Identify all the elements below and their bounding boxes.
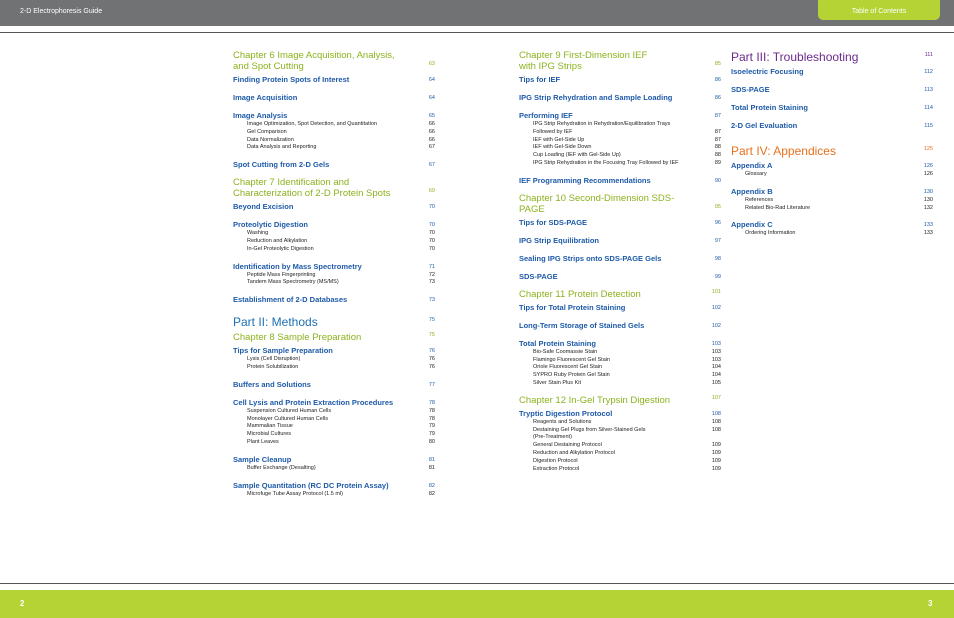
page-number: 108 bbox=[711, 426, 721, 433]
page-number: 64 bbox=[428, 95, 435, 101]
subsection-entry[interactable] bbox=[519, 427, 721, 435]
page-number: 79 bbox=[428, 423, 435, 430]
section-entry[interactable] bbox=[519, 236, 721, 246]
page-number: 70 bbox=[428, 237, 435, 244]
subsection-entry[interactable] bbox=[233, 279, 435, 287]
subsection-title: Tandem Mass Spectrometry (MS/MS) bbox=[247, 279, 339, 286]
page-number: 130 bbox=[923, 188, 933, 195]
page-number: 76 bbox=[428, 356, 435, 363]
page-number: 73 bbox=[428, 279, 435, 286]
page-number: 126 bbox=[923, 163, 933, 169]
subsection-title: Followed by IEF bbox=[533, 128, 573, 135]
page-number: 64 bbox=[428, 77, 435, 83]
subsection-title: Microbial Cultures bbox=[247, 431, 292, 438]
section-entry[interactable] bbox=[519, 321, 721, 331]
section-title: IPG Strip Rehydration and Sample Loading bbox=[519, 93, 673, 102]
subsection-entry[interactable] bbox=[519, 152, 721, 160]
chapter-title-line: Chapter 11 Protein Detection bbox=[519, 288, 641, 300]
section-entry[interactable] bbox=[233, 346, 435, 356]
section-title: IPG Strip Equilibration bbox=[519, 235, 600, 245]
part-heading[interactable] bbox=[731, 144, 933, 158]
toc-column-3 bbox=[731, 50, 933, 238]
section-entry[interactable] bbox=[519, 339, 721, 349]
subsection-title: IEF with Gel-Side Down bbox=[533, 144, 592, 151]
chapter-entry[interactable] bbox=[519, 289, 721, 300]
page-number: 69 bbox=[428, 188, 435, 195]
subsection-title: Lysis (Cell Disruption) bbox=[247, 356, 301, 363]
chapter-entry[interactable] bbox=[519, 50, 721, 72]
subsection-title: Oriole Fluorescent Gel Stain bbox=[533, 364, 603, 371]
section-entry[interactable] bbox=[731, 187, 933, 197]
section-entry[interactable] bbox=[519, 254, 721, 264]
page-number: 72 bbox=[428, 271, 435, 278]
spacer bbox=[233, 254, 435, 259]
page-number: 67 bbox=[428, 144, 435, 151]
page-number: 99 bbox=[714, 273, 721, 280]
page-number: 76 bbox=[428, 348, 435, 355]
subsection-entry[interactable] bbox=[519, 160, 721, 168]
section-title: Isoelectric Focusing bbox=[731, 67, 804, 76]
subsection-entry[interactable] bbox=[233, 246, 435, 254]
section-entry[interactable] bbox=[519, 93, 721, 103]
toc-column-2 bbox=[519, 50, 721, 473]
footer-bar bbox=[0, 590, 954, 618]
subsection-title: Mammalian Tissue bbox=[247, 423, 293, 430]
subsection-title: Digestion Protocol bbox=[533, 457, 578, 464]
subsection-entry[interactable] bbox=[731, 205, 933, 213]
subsection-title: Data Analysis and Reporting bbox=[247, 144, 317, 151]
page-number: 113 bbox=[924, 87, 933, 93]
page-number: 77 bbox=[428, 381, 435, 388]
section-title: Image Analysis bbox=[233, 111, 288, 120]
section-entry[interactable] bbox=[233, 111, 435, 121]
page-number: 80 bbox=[428, 438, 435, 445]
subsection-title: Image Optimization, Spot Detection, and Quantitation bbox=[247, 121, 377, 127]
subsection-entry[interactable] bbox=[233, 423, 435, 431]
subsection-entry[interactable] bbox=[519, 442, 721, 450]
subsection-title: Flamingo Fluorescent Gel Stain bbox=[533, 356, 611, 363]
section-title: Performing IEF bbox=[519, 111, 573, 120]
section-entry[interactable] bbox=[233, 262, 435, 272]
subsection-entry[interactable] bbox=[233, 121, 435, 129]
section-entry[interactable] bbox=[233, 455, 435, 465]
spacer bbox=[233, 390, 435, 395]
subsection-entry[interactable] bbox=[233, 439, 435, 447]
section-title: Sealing IPG Strips onto SDS-PAGE Gels bbox=[519, 253, 662, 263]
subsection-entry[interactable] bbox=[519, 364, 721, 372]
page-number: 89 bbox=[714, 159, 721, 166]
page-number: 82 bbox=[428, 490, 435, 497]
subsection-entry[interactable] bbox=[233, 238, 435, 246]
page-number: 86 bbox=[714, 77, 721, 83]
chapter-title-line: with IPG Strips bbox=[519, 61, 582, 72]
subsection-title: Extraction Protocol bbox=[533, 465, 580, 472]
spacer bbox=[519, 264, 721, 269]
page-number: 88 bbox=[714, 152, 721, 159]
subsection-title: Suspension Cultured Human Cells bbox=[247, 407, 332, 414]
page-number: 81 bbox=[428, 464, 435, 471]
section-title: Buffers and Solutions bbox=[233, 379, 311, 389]
page-number: 82 bbox=[428, 482, 435, 489]
part-title: Part III: Troubleshooting bbox=[731, 50, 859, 64]
section-entry[interactable] bbox=[233, 75, 435, 85]
page-number: 125 bbox=[923, 146, 933, 152]
guide-title: 2-D Electrophoresis Guide bbox=[20, 8, 103, 15]
section-title: Total Protein Staining bbox=[519, 338, 596, 348]
spacer bbox=[519, 85, 721, 90]
section-entry[interactable] bbox=[233, 295, 435, 305]
section-entry[interactable] bbox=[519, 303, 721, 313]
subsection-title: Monolayer Cultured Human Cells bbox=[247, 415, 329, 422]
page-number: 95 bbox=[714, 203, 721, 210]
subsection-entry[interactable] bbox=[233, 408, 435, 416]
page-number: 66 bbox=[428, 121, 435, 127]
subsection-entry[interactable] bbox=[519, 121, 721, 129]
subsection-entry[interactable] bbox=[233, 137, 435, 145]
part-heading[interactable] bbox=[233, 315, 435, 329]
subsection-title: (Pre-Treatment) bbox=[533, 434, 572, 441]
subsection-title: Reduction and Alkylation bbox=[247, 237, 308, 244]
subsection-title: General Destaining Protocol bbox=[533, 442, 602, 449]
page-number: 67 bbox=[428, 162, 435, 169]
subsection-entry[interactable] bbox=[233, 356, 435, 364]
header-rule bbox=[0, 32, 954, 33]
chapter-title-line: Chapter 8 Sample Preparation bbox=[233, 332, 362, 344]
chapter-entry[interactable] bbox=[519, 193, 721, 215]
page-number: 103 bbox=[711, 340, 721, 347]
spacer bbox=[233, 152, 435, 157]
chapter-title-line: Characterization of 2-D Protein Spots bbox=[233, 188, 391, 200]
page-number: 75 bbox=[428, 332, 435, 339]
subsection-title: IEF with Gel-Side Up bbox=[533, 136, 585, 143]
spacer bbox=[519, 228, 721, 233]
page-number: 98 bbox=[714, 255, 721, 262]
part-title: Part II: Methods bbox=[233, 315, 318, 330]
section-title: IEF Programming Recommendations bbox=[519, 175, 651, 185]
page-number: 102 bbox=[711, 304, 721, 311]
page-number: 130 bbox=[923, 196, 933, 203]
subsection-entry[interactable] bbox=[233, 129, 435, 137]
section-entry[interactable] bbox=[731, 67, 933, 77]
subsection-title: Reduction and Alkylation Protocol bbox=[533, 449, 615, 456]
section-title: Appendix C bbox=[731, 220, 773, 230]
subsection-title: Ordering Information bbox=[745, 230, 796, 237]
section-title: Beyond Excision bbox=[233, 202, 294, 212]
page-number: 105 bbox=[711, 379, 721, 386]
subsection-entry[interactable] bbox=[519, 458, 721, 466]
subsection-entry[interactable] bbox=[519, 357, 721, 365]
section-title: Tips for IEF bbox=[519, 75, 561, 84]
section-entry[interactable] bbox=[233, 220, 435, 230]
spacer bbox=[233, 372, 435, 377]
subsection-title: References bbox=[745, 196, 774, 203]
spacer bbox=[233, 212, 435, 217]
section-entry[interactable] bbox=[731, 121, 933, 131]
subsection-entry[interactable] bbox=[519, 450, 721, 458]
page-number: 71 bbox=[428, 263, 435, 270]
chapter-entry[interactable] bbox=[233, 50, 435, 72]
section-entry[interactable] bbox=[731, 103, 933, 113]
spacer bbox=[233, 447, 435, 452]
section-title: 2-D Gel Evaluation bbox=[731, 121, 798, 130]
subsection-title: Gel Comparison bbox=[247, 128, 287, 135]
footer-rule bbox=[0, 583, 954, 584]
toc-column-1 bbox=[233, 50, 435, 498]
page-number: 111 bbox=[924, 52, 933, 58]
page-number: 101 bbox=[711, 288, 721, 295]
section-entry[interactable] bbox=[519, 272, 721, 282]
page-number: 73 bbox=[428, 297, 435, 304]
page-number: 90 bbox=[714, 177, 721, 184]
section-title: Identification by Mass Spectrometry bbox=[233, 261, 362, 271]
spacer bbox=[731, 212, 933, 217]
subsection-entry[interactable] bbox=[519, 434, 721, 442]
page-number: 133 bbox=[923, 222, 933, 229]
page-number: 109 bbox=[711, 449, 721, 456]
subsection-title: Microfuge Tube Assay Protocol (1.5 ml) bbox=[247, 490, 343, 497]
subsection-entry[interactable] bbox=[731, 197, 933, 205]
part-title: Part IV: Appendices bbox=[731, 144, 836, 158]
page-number: 104 bbox=[711, 364, 721, 371]
spacer bbox=[731, 113, 933, 118]
section-title: Tips for Sample Preparation bbox=[233, 346, 333, 356]
spacer bbox=[233, 473, 435, 478]
subsection-entry[interactable] bbox=[731, 230, 933, 238]
chapter-entry[interactable] bbox=[233, 332, 435, 343]
toc-tab[interactable]: Table of Contents bbox=[818, 0, 940, 20]
page-number: 86 bbox=[714, 95, 721, 101]
page-number: 102 bbox=[711, 322, 721, 329]
spacer bbox=[233, 103, 435, 108]
section-title: Image Acquisition bbox=[233, 93, 298, 102]
spacer bbox=[731, 179, 933, 184]
section-entry[interactable] bbox=[233, 481, 435, 491]
section-entry[interactable] bbox=[731, 220, 933, 230]
page-number: 70 bbox=[428, 204, 435, 211]
subsection-title: Silver Stain Plus Kit bbox=[533, 379, 581, 386]
spacer bbox=[519, 246, 721, 251]
section-entry[interactable] bbox=[731, 85, 933, 95]
chapter-entry[interactable] bbox=[519, 395, 721, 406]
page-number: 87 bbox=[714, 128, 721, 135]
page-number: 70 bbox=[428, 222, 435, 229]
page-number: 70 bbox=[428, 245, 435, 252]
page-number: 81 bbox=[428, 456, 435, 463]
chapter-title-line: Chapter 12 In-Gel Trypsin Digestion bbox=[519, 394, 671, 406]
subsection-title: SYPRO Ruby Protein Gel Stain bbox=[533, 372, 610, 379]
spacer bbox=[233, 287, 435, 292]
subsection-title: Buffer Exchange (Desalting) bbox=[247, 464, 316, 471]
page-number: 85 bbox=[714, 61, 721, 67]
chapter-title-line: Chapter 9 First-Dimension IEF bbox=[519, 50, 648, 61]
section-entry[interactable] bbox=[233, 202, 435, 212]
subsection-title: Bio-Safe Coomassie Stain bbox=[533, 348, 598, 355]
page-number: 132 bbox=[923, 204, 933, 211]
subsection-entry[interactable] bbox=[519, 372, 721, 380]
section-entry[interactable] bbox=[519, 75, 721, 85]
subsection-entry[interactable] bbox=[519, 129, 721, 137]
subsection-entry[interactable] bbox=[519, 466, 721, 474]
subsection-title: Protein Solubilization bbox=[247, 363, 299, 370]
subsection-entry[interactable] bbox=[233, 431, 435, 439]
subsection-title: IPG Strip Rehydration in Rehydration/Equilibration Trays bbox=[533, 121, 671, 127]
page-number: 66 bbox=[428, 136, 435, 143]
page-number: 109 bbox=[711, 457, 721, 464]
page-number: 114 bbox=[924, 105, 933, 111]
section-title: Total Protein Staining bbox=[731, 103, 808, 112]
page-number: 109 bbox=[711, 442, 721, 449]
page-number: 133 bbox=[923, 230, 933, 237]
section-title: Sample Quantitation (RC DC Protein Assay) bbox=[233, 480, 389, 490]
chapter-title-line: and Spot Cutting bbox=[233, 61, 304, 72]
subsection-entry[interactable] bbox=[519, 137, 721, 145]
page-number: 96 bbox=[714, 219, 721, 226]
page-number: 78 bbox=[428, 407, 435, 414]
section-entry[interactable] bbox=[519, 409, 721, 419]
subsection-entry[interactable] bbox=[519, 419, 721, 427]
section-entry[interactable] bbox=[233, 160, 435, 170]
spacer bbox=[519, 103, 721, 108]
page-number: 109 bbox=[711, 465, 721, 472]
section-title: Long-Term Storage of Stained Gels bbox=[519, 320, 645, 330]
page-number: 112 bbox=[924, 69, 933, 75]
page-number: 103 bbox=[711, 356, 721, 363]
subsection-title: In-Gel Proteolytic Digestion bbox=[247, 245, 314, 252]
subsection-entry[interactable] bbox=[233, 491, 435, 499]
spacer bbox=[731, 77, 933, 82]
subsection-entry[interactable] bbox=[233, 364, 435, 372]
section-title: SDS-PAGE bbox=[519, 271, 558, 281]
subsection-title: Washing bbox=[247, 230, 269, 237]
right-page-number: 3 bbox=[928, 599, 933, 608]
subsection-entry[interactable] bbox=[233, 272, 435, 280]
chapter-title-line: Chapter 6 Image Acquisition, Analysis, bbox=[233, 50, 395, 61]
page-number: 78 bbox=[428, 399, 435, 406]
left-page-number: 2 bbox=[20, 599, 25, 608]
subsection-entry[interactable] bbox=[519, 380, 721, 388]
chapter-title-line: Chapter 10 Second-Dimension SDS-PAGE bbox=[519, 192, 675, 215]
subsection-title: Related Bio-Rad Literature bbox=[745, 204, 811, 211]
page-number: 87 bbox=[714, 113, 721, 119]
section-title: Spot Cutting from 2-D Gels bbox=[233, 160, 330, 170]
subsection-title: Glossary bbox=[745, 171, 767, 177]
page-number: 63 bbox=[428, 61, 435, 67]
section-title: Tryptic Digestion Protocol bbox=[519, 408, 613, 418]
section-entry[interactable] bbox=[233, 93, 435, 103]
spacer bbox=[519, 313, 721, 318]
subsection-entry[interactable] bbox=[233, 465, 435, 473]
header-bar bbox=[0, 0, 954, 26]
part-heading[interactable] bbox=[731, 50, 933, 64]
page-number: 104 bbox=[711, 372, 721, 379]
spacer bbox=[731, 95, 933, 100]
subsection-entry[interactable] bbox=[519, 349, 721, 357]
subsection-entry[interactable] bbox=[233, 144, 435, 152]
page-number: 70 bbox=[428, 230, 435, 237]
page-number: 108 bbox=[711, 418, 721, 425]
subsection-title: Destaining Gel Plugs from Silver-Stained Gels bbox=[533, 426, 646, 433]
subsection-entry[interactable] bbox=[519, 144, 721, 152]
page-number: 65 bbox=[428, 113, 435, 119]
section-title: SDS-PAGE bbox=[731, 85, 770, 94]
page-number: 78 bbox=[428, 415, 435, 422]
spacer bbox=[519, 168, 721, 173]
section-title: Proteolytic Digestion bbox=[233, 220, 309, 230]
section-title: Establishment of 2-D Databases bbox=[233, 295, 348, 305]
section-entry[interactable] bbox=[731, 161, 933, 171]
section-title: Sample Cleanup bbox=[233, 454, 292, 464]
section-title: Tips for Total Protein Staining bbox=[519, 302, 626, 312]
section-entry[interactable] bbox=[519, 111, 721, 121]
section-title: Appendix A bbox=[731, 161, 773, 170]
section-title: Cell Lysis and Protein Extraction Procedures bbox=[233, 397, 394, 407]
subsection-entry[interactable] bbox=[233, 416, 435, 424]
section-title: Appendix B bbox=[731, 186, 773, 196]
section-entry[interactable] bbox=[519, 218, 721, 228]
page-number: 97 bbox=[714, 237, 721, 244]
subsection-title: Cup Loading (IEF with Gel-Side Up) bbox=[533, 152, 621, 159]
subsection-entry[interactable] bbox=[731, 171, 933, 179]
section-entry[interactable] bbox=[519, 176, 721, 186]
subsection-title: IPG Strip Rehydration in the Focusing Tray Followed by IEF bbox=[533, 159, 679, 166]
page-number: 66 bbox=[428, 128, 435, 135]
chapter-entry[interactable] bbox=[233, 177, 435, 199]
chapter-title-line: Chapter 7 Identification and bbox=[233, 177, 350, 189]
subsection-title: Plant Leaves bbox=[247, 438, 279, 445]
section-title: Finding Protein Spots of Interest bbox=[233, 75, 350, 84]
page-number: 75 bbox=[428, 317, 435, 324]
page-number: 88 bbox=[714, 144, 721, 151]
page-number: 87 bbox=[714, 136, 721, 143]
page-number: 108 bbox=[711, 410, 721, 417]
page-number: 115 bbox=[924, 123, 933, 129]
page-number: 79 bbox=[428, 431, 435, 438]
spacer bbox=[519, 331, 721, 336]
subsection-title: Reagents and Solutions bbox=[533, 418, 592, 425]
page-number: 103 bbox=[711, 348, 721, 355]
section-entry[interactable] bbox=[233, 398, 435, 408]
page-number: 107 bbox=[711, 394, 721, 401]
page-number: 126 bbox=[923, 171, 933, 177]
subsection-title: Peptide Mass Fingerprinting bbox=[247, 271, 316, 278]
section-title: Tips for SDS-PAGE bbox=[519, 217, 588, 227]
subsection-entry[interactable] bbox=[233, 230, 435, 238]
section-entry[interactable] bbox=[233, 380, 435, 390]
page-number: 76 bbox=[428, 363, 435, 370]
spacer bbox=[233, 85, 435, 90]
subsection-title: Data Normalization bbox=[247, 136, 294, 143]
